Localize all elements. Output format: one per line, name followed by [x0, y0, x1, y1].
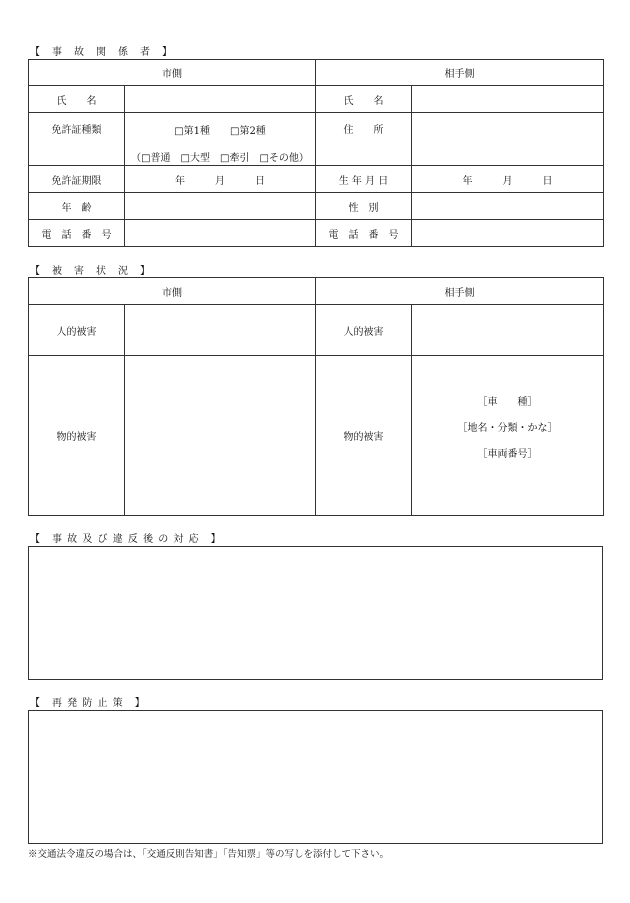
birthdate-field[interactable]: [412, 166, 604, 193]
name-field-other[interactable]: [412, 86, 604, 113]
property-damage-field-city[interactable]: [125, 356, 316, 516]
personal-damage-label-other: 人的被害: [316, 305, 412, 356]
name-label-other: 氏 名: [316, 86, 412, 113]
license-class-options: □第1種 □第2種: [174, 126, 266, 137]
section-heading-parties: 【 事 故 関 係 者 】: [30, 47, 173, 58]
vehicle-number-label: ［車両番号］: [477, 448, 538, 460]
address-field[interactable]: [412, 113, 604, 166]
city-side-header: 市側: [29, 60, 316, 86]
damage-city-side-header: 市側: [29, 278, 316, 305]
license-expiry-label: 免許証期限: [29, 166, 125, 193]
birthdate-date: 年 月 日: [462, 175, 553, 187]
license-expiry-field[interactable]: [125, 166, 316, 193]
phone-field-city[interactable]: [125, 220, 316, 247]
gender-field[interactable]: [412, 193, 604, 220]
other-side-header: 相手側: [316, 60, 604, 86]
prevention-text-area[interactable]: [28, 710, 603, 844]
personal-damage-field-city[interactable]: [125, 305, 316, 356]
damage-other-side-header: 相手側: [316, 278, 604, 305]
license-type-label: 免許証種類: [29, 113, 125, 166]
personal-damage-field-other[interactable]: [412, 305, 604, 356]
address-label: 住 所: [316, 113, 412, 166]
phone-label-other: 電 話 番 号: [316, 220, 412, 247]
birthdate-label: 生 年 月 日: [316, 166, 412, 193]
vehicle-info-field[interactable]: [412, 356, 604, 516]
section-heading-prevention: 【 再 発 防 止 策 】: [30, 698, 146, 709]
phone-field-other[interactable]: [412, 220, 604, 247]
response-text-area[interactable]: [28, 546, 603, 680]
section-heading-response: 【 事 故 及 び 違 反 後 の 対 応 】: [30, 534, 222, 545]
vehicle-type-label: ［車 種］: [477, 396, 538, 408]
gender-label: 性 別: [316, 193, 412, 220]
license-type-field[interactable]: [125, 113, 316, 166]
property-damage-label-other: 物的被害: [316, 356, 412, 516]
age-field[interactable]: [125, 193, 316, 220]
footnote: ※交通法令違反の場合は、「交通反則告知書」「告知票」等の写しを添付して下さい。: [28, 849, 390, 860]
phone-label: 電 話 番 号: [29, 220, 125, 247]
parties-table: [28, 59, 604, 247]
license-expiry-date: 年 月 日: [175, 175, 265, 187]
name-field-city[interactable]: [125, 86, 316, 113]
name-label: 氏 名: [29, 86, 125, 113]
damage-table: [28, 277, 604, 516]
vehicle-region-label: ［地名・分類・かな］: [457, 422, 558, 434]
license-kind-options: （□普通 □大型 □牽引 □その他）: [131, 153, 309, 164]
age-label: 年 齢: [29, 193, 125, 220]
personal-damage-label: 人的被害: [29, 305, 125, 356]
property-damage-label: 物的被害: [29, 356, 125, 516]
section-heading-damage: 【 被 害 状 況 】: [30, 266, 151, 277]
